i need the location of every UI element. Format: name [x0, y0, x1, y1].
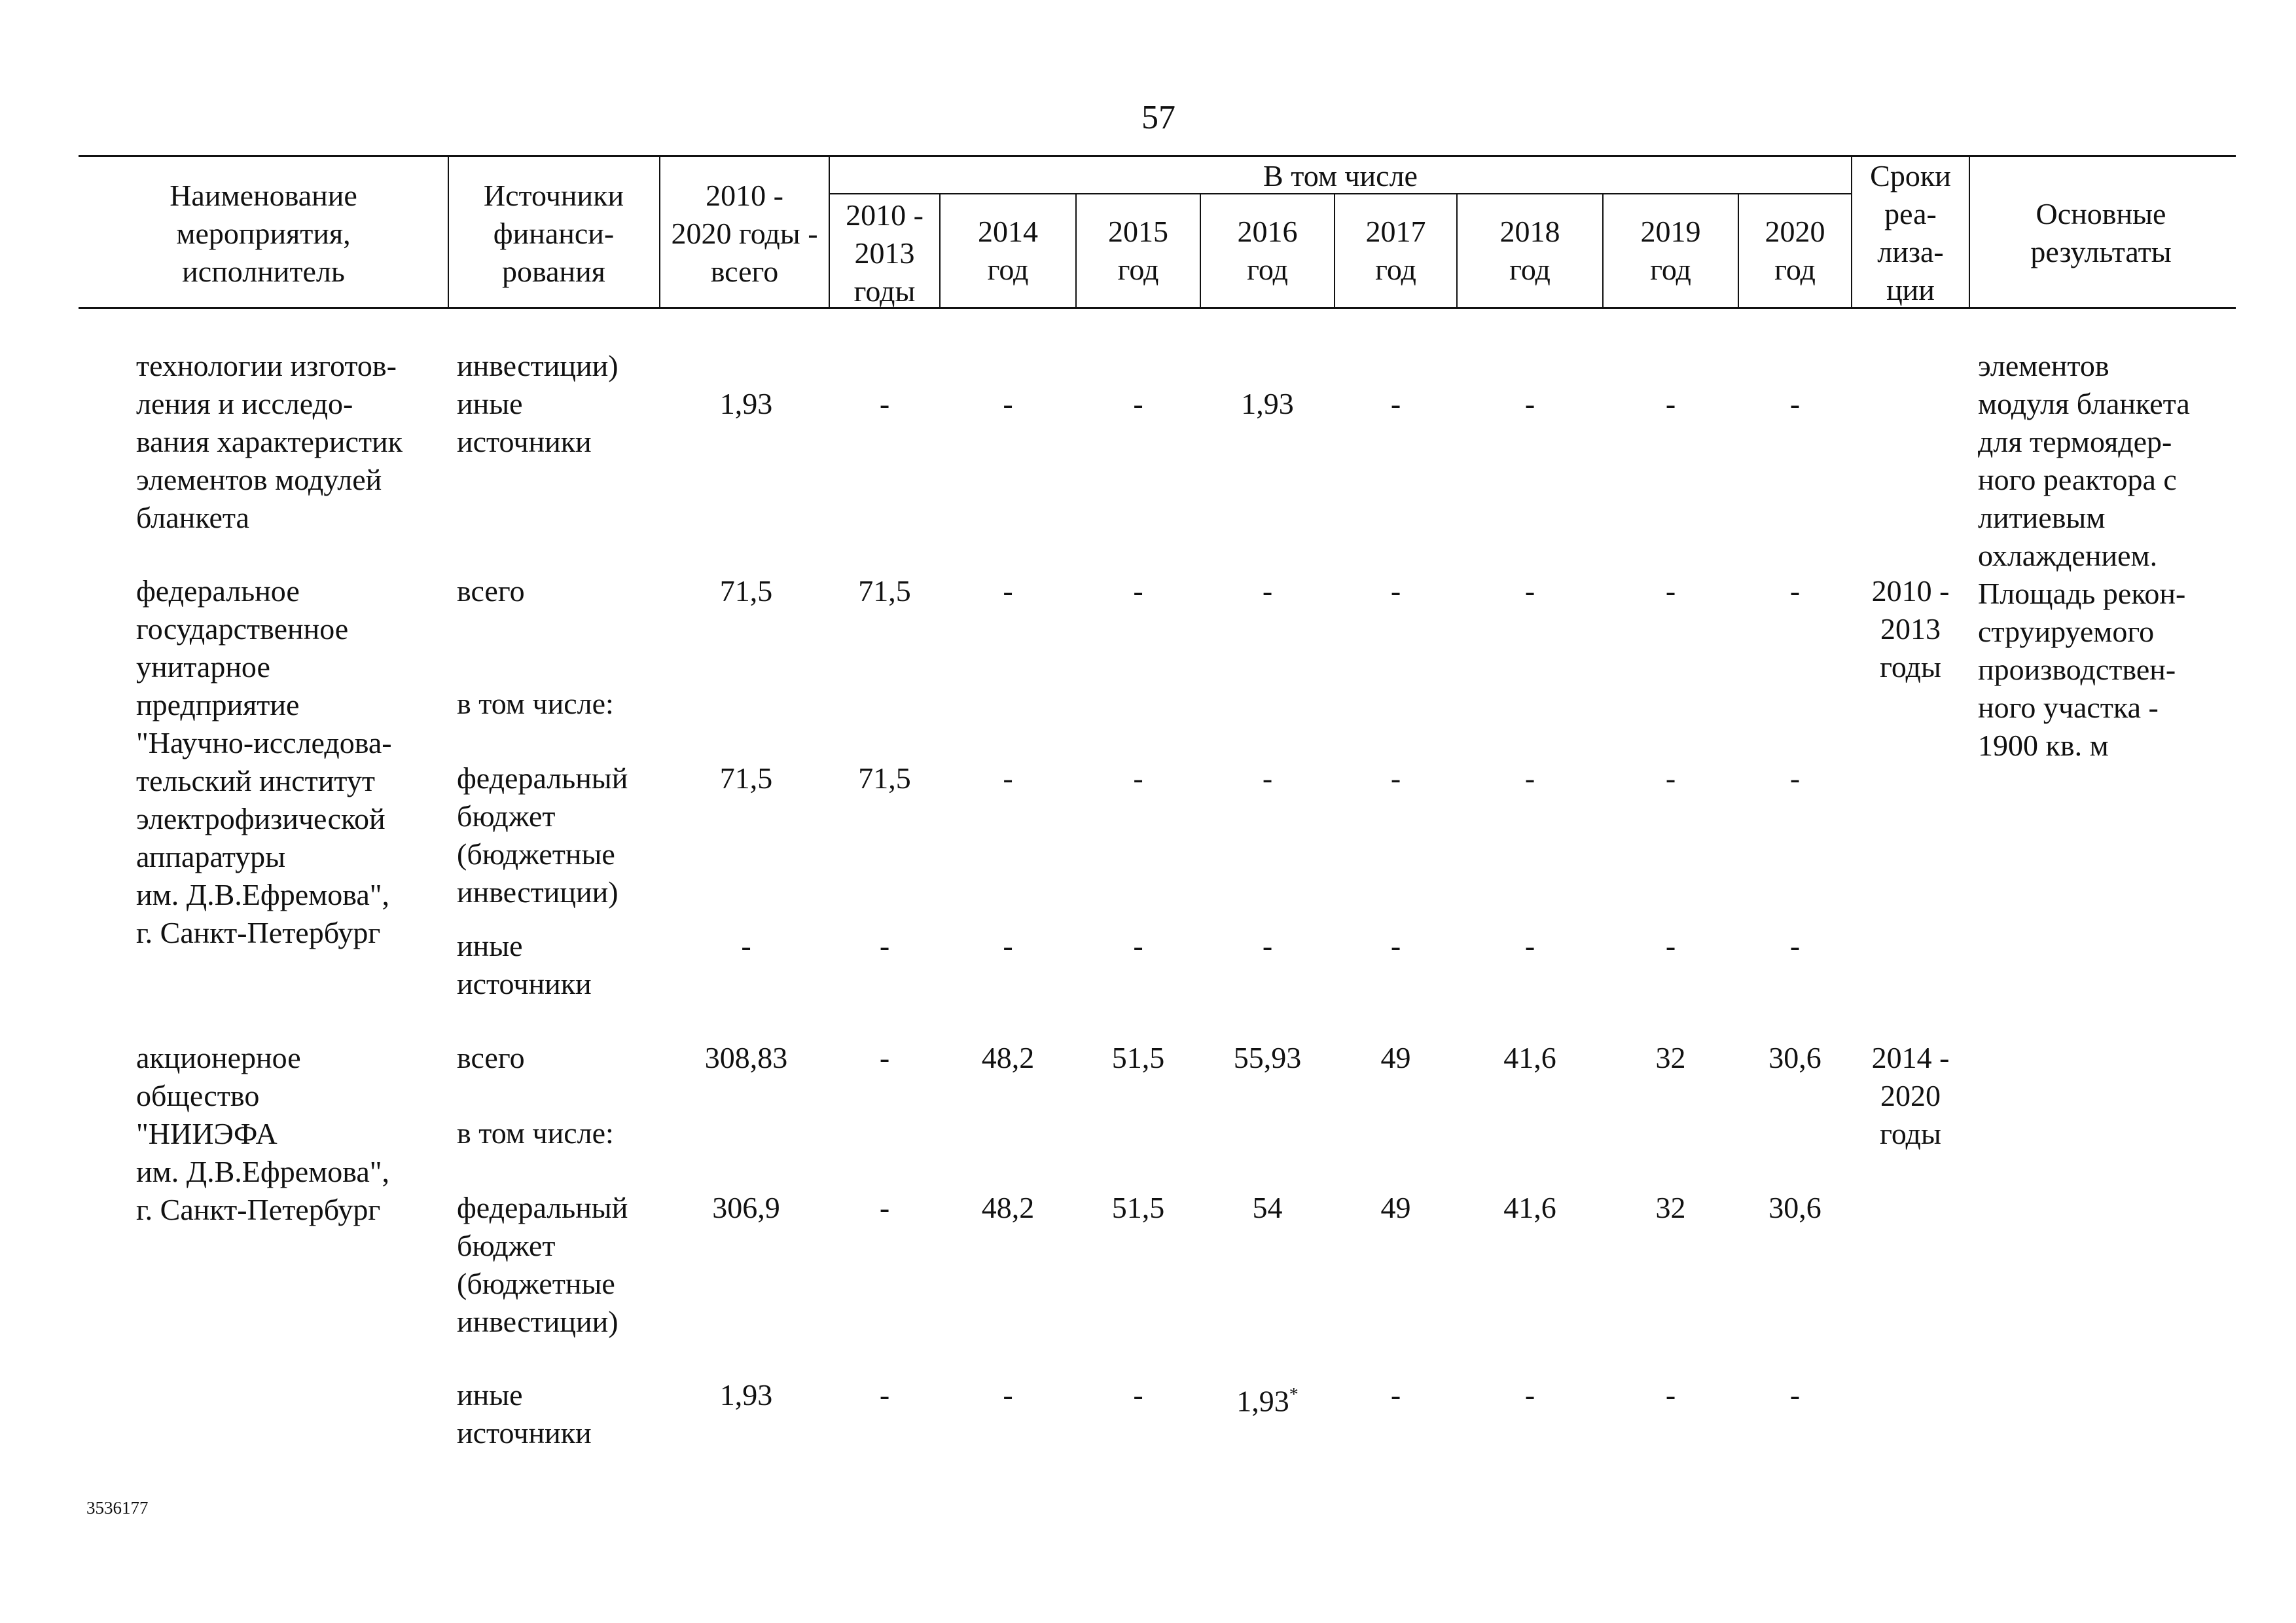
value-2010-2013: 71,5 [858, 574, 911, 608]
value-2016: 55,93 [1233, 1041, 1302, 1074]
header-2015: 2015 год [1108, 215, 1168, 286]
source-label: иные источники [457, 929, 592, 1000]
value-2014: - [1003, 761, 1013, 795]
value-2017: - [1390, 574, 1401, 608]
value-2015: - [1133, 574, 1143, 608]
value-2020: - [1789, 574, 1801, 608]
value-total: 306,9 [712, 1191, 780, 1224]
value-2010-2013: - [879, 929, 890, 962]
value-2018: 41,6 [1503, 1041, 1556, 1074]
value-2014: - [1003, 929, 1013, 962]
value-2020: - [1789, 1378, 1801, 1412]
value-2017: - [1390, 387, 1401, 420]
source-label: иные источники [457, 1378, 592, 1450]
value-2016: - [1262, 574, 1273, 608]
value-2016: - [1262, 929, 1273, 962]
value-2019: - [1665, 387, 1676, 420]
source-label: иные источники [457, 387, 592, 458]
value-2014: 48,2 [981, 1041, 1035, 1074]
header-2010-2013: 2010 - 2013 годы [846, 198, 924, 308]
implementation-term: 2014 - 2020 годы [1871, 1041, 1950, 1150]
value-2015: - [1133, 387, 1143, 420]
value-2018: - [1524, 574, 1535, 608]
col-divider [448, 155, 449, 308]
implementation-term: 2010 - 2013 годы [1871, 574, 1950, 684]
header-including: В том числе [1263, 159, 1418, 192]
value-2017: 49 [1380, 1041, 1411, 1074]
value-2014: - [1003, 387, 1013, 420]
header-2014: 2014 год [978, 215, 1038, 286]
value-2019: 32 [1655, 1191, 1686, 1224]
value-2018: - [1524, 387, 1535, 420]
value-2017: - [1390, 1378, 1401, 1412]
value-2014: - [1003, 574, 1013, 608]
value-2010-2013: - [879, 1191, 890, 1224]
value-2016: - [1262, 761, 1273, 795]
source-label: федеральный бюджет (бюджетные инвестиции) [457, 1191, 628, 1338]
source-label: в том числе: [457, 687, 614, 720]
results-text: элементов модуля бланкета для термоядер- ного реактора с литиевым охлаждением. Площадь рекон- струируемого производствен- ного участка - 1900 кв. м [1978, 349, 2190, 762]
source-label: всего [457, 1041, 525, 1074]
value-2018: - [1524, 929, 1535, 962]
header-2018: 2018 год [1499, 215, 1560, 286]
value-2019: - [1665, 761, 1676, 795]
value-2016: 1,93 [1241, 387, 1294, 420]
value-2020: - [1789, 761, 1801, 795]
value-2015: - [1133, 1378, 1143, 1412]
value-2019: 32 [1655, 1041, 1686, 1074]
value-2014: 48,2 [981, 1191, 1035, 1224]
header-2019: 2019 год [1640, 215, 1701, 286]
value-2020: - [1789, 929, 1801, 962]
value-2016: 54 [1252, 1191, 1283, 1224]
value-2017: 49 [1380, 1191, 1411, 1224]
document-code: 3536177 [86, 1498, 149, 1518]
source-label: федеральный бюджет (бюджетные инвестиции) [457, 761, 628, 909]
value-2010-2013: - [879, 1041, 890, 1074]
source-label: инвестиции) [457, 349, 619, 382]
value-2018: - [1524, 1378, 1535, 1412]
page-number: 57 [1141, 99, 1175, 136]
value-total: 1,93 [719, 387, 773, 420]
value-2019: - [1665, 929, 1676, 962]
value-total: 308,83 [704, 1041, 788, 1074]
value-2019: - [1665, 574, 1676, 608]
value-2015: - [1133, 929, 1143, 962]
value-2010-2013: - [879, 387, 890, 420]
header-results: Основные результаты [2030, 197, 2172, 268]
value-2020: - [1789, 387, 1801, 420]
header-2020: 2020 год [1765, 215, 1825, 286]
value-2015: 51,5 [1111, 1191, 1165, 1224]
header-terms: Сроки реа- лиза- ции [1870, 159, 1951, 306]
executor-name: федеральное государственное унитарное предприятие "Научно-исследова- тельский институт электрофизической аппаратуры им. Д.В.Ефремова", г. Санкт-Петербург [136, 574, 392, 949]
header-2016: 2016 год [1237, 215, 1298, 286]
value-2010-2013: - [879, 1378, 890, 1412]
value-2020: 30,6 [1768, 1191, 1821, 1224]
value-2020: 30,6 [1768, 1041, 1821, 1074]
value-2010-2013: 71,5 [858, 761, 911, 795]
header-sources: Источники финанси- рования [483, 179, 624, 288]
header-name: Наименование мероприятия, исполнитель [170, 179, 357, 288]
value-total: 1,93 [719, 1378, 773, 1412]
value-2015: 51,5 [1111, 1041, 1165, 1074]
measure-name: технологии изготов- ления и исследо- вания характеристик элементов модулей бланкета [136, 349, 403, 534]
value-2016-number: 1,93 [1236, 1384, 1289, 1418]
footnote-mark: * [1289, 1385, 1299, 1405]
value-total: 71,5 [719, 761, 773, 795]
value-2019: - [1665, 1378, 1676, 1412]
value-2014: - [1003, 1378, 1013, 1412]
value-total: 71,5 [719, 574, 773, 608]
value-2017: - [1390, 929, 1401, 962]
header-total: 2010 - 2020 годы - всего [671, 179, 818, 288]
value-2018: - [1524, 761, 1535, 795]
executor-name: акционерное общество "НИИЭФА им. Д.В.Ефремова", г. Санкт-Петербург [136, 1041, 390, 1226]
value-2018: 41,6 [1503, 1191, 1556, 1224]
value-total: - [741, 929, 751, 962]
header-2017: 2017 год [1365, 215, 1426, 286]
value-2015: - [1133, 761, 1143, 795]
value-2017: - [1390, 761, 1401, 795]
source-label: в том числе: [457, 1116, 614, 1150]
source-label: всего [457, 574, 525, 608]
value-2016 [1201, 1376, 1334, 1420]
